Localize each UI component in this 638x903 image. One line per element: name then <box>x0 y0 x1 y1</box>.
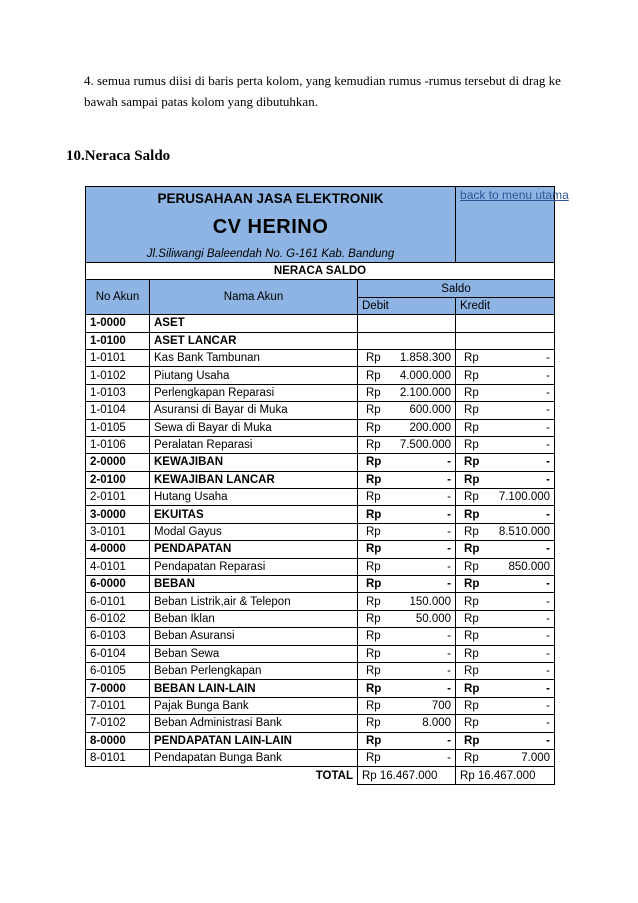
account-number: 2-0101 <box>86 489 150 506</box>
currency-label: Rp <box>366 665 381 678</box>
debit-amount-value: 200.000 <box>409 421 452 434</box>
kredit-amount-value: - <box>546 352 551 365</box>
currency-label: Rp <box>366 526 381 539</box>
account-number: 1-0105 <box>86 419 150 436</box>
kredit-amount <box>456 662 555 679</box>
section-title: 10.Neraca Saldo <box>66 148 171 164</box>
kredit-amount <box>456 315 555 332</box>
debit-amount <box>358 402 456 419</box>
kredit-amount-value: - <box>546 404 551 417</box>
currency-label: Rp <box>366 456 382 469</box>
debit-amount-value: 50.000 <box>415 613 452 625</box>
col-header-no-akun: No Akun <box>86 280 150 315</box>
table-row <box>86 315 555 332</box>
kredit-amount <box>456 732 555 749</box>
kredit-amount <box>456 715 555 732</box>
debit-amount <box>358 436 456 453</box>
currency-label: Rp <box>366 369 381 382</box>
account-number: 1-0106 <box>86 436 150 453</box>
debit-amount <box>358 610 456 627</box>
kredit-amount <box>456 506 555 523</box>
kredit-amount-value: - <box>546 682 551 695</box>
kredit-amount <box>456 419 555 436</box>
debit-amount <box>358 349 456 366</box>
debit-amount-value: - <box>447 473 452 486</box>
report-title-row <box>86 263 555 280</box>
currency-label: Rp <box>366 491 381 504</box>
currency-label: Rp <box>366 560 381 573</box>
total-kredit: Rp 16.467.000 <box>456 767 555 784</box>
kredit-amount-value: - <box>546 369 551 382</box>
table-row <box>86 332 555 349</box>
kredit-amount <box>456 332 555 349</box>
kredit-amount-value: - <box>546 543 551 556</box>
currency-label: Rp <box>464 404 479 417</box>
account-name: ASET <box>150 315 358 332</box>
account-number: 4-0101 <box>86 558 150 575</box>
account-number: 6-0000 <box>86 576 150 593</box>
account-name: Sewa di Bayar di Muka <box>150 419 358 436</box>
table-row <box>86 471 555 488</box>
company-header-row <box>86 187 555 263</box>
debit-amount-value: - <box>447 752 452 765</box>
debit-amount <box>358 697 456 714</box>
currency-label: Rp <box>366 473 382 486</box>
total-label: TOTAL <box>86 767 358 784</box>
currency-label: Rp <box>366 352 381 365</box>
account-name: Beban Listrik,air & Telepon <box>150 593 358 610</box>
currency-label: Rp <box>464 369 479 382</box>
table-row <box>86 645 555 662</box>
debit-amount <box>358 367 456 384</box>
kredit-amount <box>456 749 555 766</box>
table-row <box>86 349 555 366</box>
currency-label: Rp <box>464 734 480 747</box>
col-header-saldo: Saldo <box>358 280 555 297</box>
debit-amount <box>358 454 456 471</box>
account-name: Pajak Bunga Bank <box>150 697 358 714</box>
debit-amount <box>358 715 456 732</box>
col-header-kredit: Kredit <box>456 297 555 314</box>
company-header <box>86 187 456 263</box>
debit-amount <box>358 315 456 332</box>
currency-label: Rp <box>464 647 479 660</box>
kredit-amount-value: - <box>546 439 551 452</box>
kredit-amount <box>456 593 555 610</box>
account-name: Pendapatan Reparasi <box>150 558 358 575</box>
currency-label: Rp <box>366 508 382 521</box>
kredit-amount <box>456 523 555 540</box>
kredit-amount <box>456 628 555 645</box>
debit-amount-value: - <box>447 665 452 678</box>
company-name: CV HERINO <box>212 216 329 238</box>
debit-amount <box>358 558 456 575</box>
debit-amount-value: 8.000 <box>422 717 452 730</box>
account-number: 6-0103 <box>86 628 150 645</box>
debit-amount <box>358 749 456 766</box>
debit-amount <box>358 576 456 593</box>
kredit-amount-value: - <box>546 508 551 521</box>
account-number: 7-0000 <box>86 680 150 697</box>
kredit-amount <box>456 489 555 506</box>
table-row <box>86 662 555 679</box>
currency-label: Rp <box>366 752 381 765</box>
account-number: 7-0101 <box>86 697 150 714</box>
currency-label: Rp <box>464 717 479 730</box>
kredit-amount-value: - <box>546 734 551 747</box>
report-title: NERACA SALDO <box>86 263 555 280</box>
table-row <box>86 576 555 593</box>
table-row <box>86 680 555 697</box>
currency-label: Rp <box>366 734 382 747</box>
currency-label: Rp <box>366 439 381 452</box>
currency-label: Rp <box>366 543 382 556</box>
kredit-amount <box>456 576 555 593</box>
account-number: 1-0103 <box>86 384 150 401</box>
currency-label: Rp <box>464 473 480 486</box>
currency-label: Rp <box>366 404 381 417</box>
kredit-amount-value: - <box>546 699 551 712</box>
back-to-menu-link[interactable]: back to menu utama <box>460 188 569 202</box>
table-row <box>86 489 555 506</box>
table-row <box>86 593 555 610</box>
kredit-amount <box>456 680 555 697</box>
account-name: Beban Asuransi <box>150 628 358 645</box>
account-name: Modal Gayus <box>150 523 358 540</box>
account-name: Piutang Usaha <box>150 367 358 384</box>
account-name: BEBAN <box>150 576 358 593</box>
kredit-amount-value: - <box>546 473 551 486</box>
currency-label: Rp <box>464 665 479 678</box>
table-row <box>86 506 555 523</box>
debit-amount <box>358 732 456 749</box>
table-row <box>86 749 555 766</box>
column-header-row-1 <box>86 280 555 297</box>
debit-amount-value: - <box>447 630 452 643</box>
account-name: Beban Administrasi Bank <box>150 715 358 732</box>
kredit-amount-value: - <box>546 578 551 591</box>
currency-label: Rp <box>464 752 479 765</box>
debit-amount <box>358 419 456 436</box>
account-number: 6-0104 <box>86 645 150 662</box>
table-row <box>86 367 555 384</box>
currency-label: Rp <box>464 699 479 712</box>
currency-label: Rp <box>464 578 480 591</box>
debit-amount-value: - <box>447 508 452 521</box>
currency-label: Rp <box>464 508 480 521</box>
kredit-amount <box>456 697 555 714</box>
account-name: Asuransi di Bayar di Muka <box>150 402 358 419</box>
table-row <box>86 454 555 471</box>
kredit-amount-value: 850.000 <box>508 560 551 573</box>
debit-amount <box>358 662 456 679</box>
account-number: 1-0104 <box>86 402 150 419</box>
account-number: 1-0102 <box>86 367 150 384</box>
table-row <box>86 558 555 575</box>
kredit-amount <box>456 402 555 419</box>
account-name: ASET LANCAR <box>150 332 358 349</box>
table-row <box>86 732 555 749</box>
table-row <box>86 715 555 732</box>
kredit-amount <box>456 436 555 453</box>
currency-label: Rp <box>464 613 479 625</box>
currency-label: Rp <box>464 421 479 434</box>
currency-label: Rp <box>366 595 381 608</box>
instruction-note: 4. semua rumus diisi di baris perta kolom, yang kemudian rumus -rumus tersebut di drag ke bawah sampai patas kolom yang dibutuhkan. <box>84 73 561 109</box>
kredit-amount-value: - <box>546 630 551 643</box>
account-number: 3-0101 <box>86 523 150 540</box>
currency-label: Rp <box>464 543 480 556</box>
table-row <box>86 384 555 401</box>
col-header-nama-akun: Nama Akun <box>150 280 358 315</box>
currency-label: Rp <box>366 613 381 625</box>
table-row <box>86 697 555 714</box>
debit-amount <box>358 332 456 349</box>
kredit-amount-value: 8.510.000 <box>498 526 551 539</box>
account-number: 6-0101 <box>86 593 150 610</box>
debit-amount <box>358 523 456 540</box>
kredit-amount-value: - <box>546 717 551 730</box>
account-number: 8-0000 <box>86 732 150 749</box>
debit-amount-value: 600.000 <box>409 404 452 417</box>
debit-amount <box>358 680 456 697</box>
kredit-amount-value: - <box>546 647 551 660</box>
account-name: Kas Bank Tambunan <box>150 349 358 366</box>
debit-amount-value: - <box>447 560 452 573</box>
currency-label: Rp <box>366 682 382 695</box>
debit-amount-value: - <box>447 682 452 695</box>
account-name: Perlengkapan Reparasi <box>150 384 358 401</box>
account-number: 7-0102 <box>86 715 150 732</box>
debit-amount <box>358 471 456 488</box>
debit-amount-value: - <box>447 647 452 660</box>
back-link-cell <box>456 187 569 263</box>
debit-amount-value: - <box>447 543 452 556</box>
account-name: Beban Sewa <box>150 645 358 662</box>
currency-label: Rp <box>464 630 479 643</box>
kredit-amount-value: 7.100.000 <box>498 491 551 504</box>
account-number: 1-0101 <box>86 349 150 366</box>
kredit-amount <box>456 367 555 384</box>
currency-label: Rp <box>464 526 479 539</box>
table-row <box>86 419 555 436</box>
debit-amount-value: 1.858.300 <box>399 352 452 365</box>
kredit-amount-value: - <box>546 386 551 399</box>
total-row <box>86 767 555 784</box>
account-name: Peralatan Reparasi <box>150 436 358 453</box>
table-row <box>86 541 555 558</box>
kredit-amount <box>456 558 555 575</box>
account-number: 3-0000 <box>86 506 150 523</box>
table-row <box>86 523 555 540</box>
currency-label: Rp <box>366 421 381 434</box>
account-number: 8-0101 <box>86 749 150 766</box>
kredit-amount-value: - <box>546 665 551 678</box>
account-number: 6-0102 <box>86 610 150 627</box>
debit-amount <box>358 628 456 645</box>
account-name: Beban Iklan <box>150 610 358 627</box>
kredit-amount <box>456 541 555 558</box>
col-header-debit: Debit <box>358 297 456 314</box>
currency-label: Rp <box>464 456 480 469</box>
debit-amount-value: 2.100.000 <box>399 386 452 399</box>
debit-amount <box>358 541 456 558</box>
currency-label: Rp <box>464 491 479 504</box>
account-name: KEWAJIBAN LANCAR <box>150 471 358 488</box>
currency-label: Rp <box>464 560 479 573</box>
account-number: 6-0105 <box>86 662 150 679</box>
table-row <box>86 610 555 627</box>
debit-amount <box>358 506 456 523</box>
kredit-amount-value: - <box>546 595 551 608</box>
debit-amount-value: 150.000 <box>409 595 452 608</box>
account-number: 2-0000 <box>86 454 150 471</box>
currency-label: Rp <box>366 386 381 399</box>
kredit-amount <box>456 610 555 627</box>
debit-amount <box>358 645 456 662</box>
currency-label: Rp <box>366 699 381 712</box>
debit-amount <box>358 593 456 610</box>
debit-amount-value: 7.500.000 <box>399 439 452 452</box>
kredit-amount <box>456 384 555 401</box>
debit-amount <box>358 384 456 401</box>
debit-amount-value: - <box>447 526 452 539</box>
debit-amount-value: 4.000.000 <box>399 369 452 382</box>
currency-label: Rp <box>464 439 479 452</box>
account-number: 1-0100 <box>86 332 150 349</box>
account-name: KEWAJIBAN <box>150 454 358 471</box>
table-row <box>86 628 555 645</box>
account-number: 1-0000 <box>86 315 150 332</box>
company-type: PERUSAHAAN JASA ELEKTRONIK <box>157 191 384 206</box>
debit-amount-value: - <box>447 491 452 504</box>
account-name: PENDAPATAN LAIN-LAIN <box>150 732 358 749</box>
total-debit: Rp 16.467.000 <box>358 767 456 784</box>
account-name: Pendapatan Bunga Bank <box>150 749 358 766</box>
kredit-amount-value: - <box>546 613 551 625</box>
table-row <box>86 402 555 419</box>
kredit-amount-value: - <box>546 456 551 469</box>
account-name: Hutang Usaha <box>150 489 358 506</box>
trial-balance-table <box>85 186 569 785</box>
currency-label: Rp <box>366 647 381 660</box>
currency-label: Rp <box>464 595 479 608</box>
debit-amount-value: - <box>447 456 452 469</box>
account-name: Beban Perlengkapan <box>150 662 358 679</box>
account-number: 4-0000 <box>86 541 150 558</box>
kredit-amount-value: 7.000 <box>521 752 551 765</box>
currency-label: Rp <box>464 386 479 399</box>
debit-amount <box>358 489 456 506</box>
company-address: Jl.Siliwangi Baleendah No. G-161 Kab. Bandung <box>146 248 395 260</box>
kredit-amount <box>456 471 555 488</box>
currency-label: Rp <box>366 578 382 591</box>
currency-label: Rp <box>366 717 381 730</box>
account-name: PENDAPATAN <box>150 541 358 558</box>
account-number: 2-0100 <box>86 471 150 488</box>
debit-amount-value: - <box>447 734 452 747</box>
account-name: EKUITAS <box>150 506 358 523</box>
debit-amount-value: - <box>447 578 452 591</box>
kredit-amount-value: - <box>546 421 551 434</box>
currency-label: Rp <box>464 682 480 695</box>
kredit-amount <box>456 454 555 471</box>
kredit-amount <box>456 349 555 366</box>
account-name: BEBAN LAIN-LAIN <box>150 680 358 697</box>
currency-label: Rp <box>366 630 381 643</box>
table-row <box>86 436 555 453</box>
kredit-amount <box>456 645 555 662</box>
currency-label: Rp <box>464 352 479 365</box>
debit-amount-value: 700 <box>431 699 452 712</box>
